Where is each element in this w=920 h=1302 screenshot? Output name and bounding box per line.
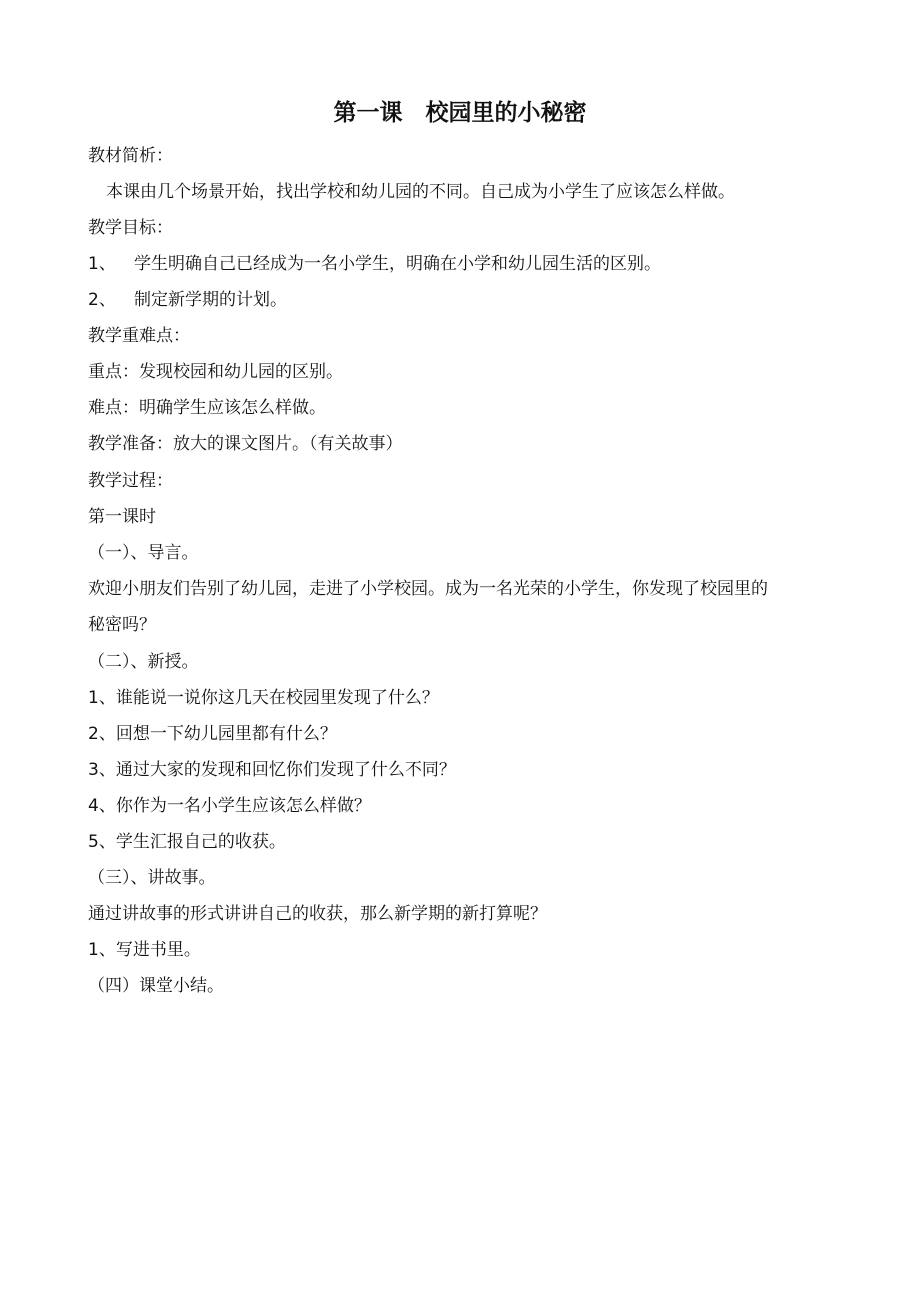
lesson-period-label: 第一课时	[88, 507, 156, 527]
list-number: 5、	[88, 832, 116, 852]
storytelling-item-1	[88, 938, 201, 962]
preparation-line: 教学准备：放大的课文图片。（有关故事）	[88, 434, 403, 454]
subsection-summary: （四）课堂小结。	[88, 976, 224, 996]
paragraph-introduction-line-2: 秘密吗？	[88, 615, 156, 635]
list-item-text: 谁能说一说你这几天在校园里发现了什么？	[115, 688, 439, 708]
list-item-text: 通过大家的发现和回忆你们发现了什么不同？	[115, 760, 456, 780]
section-heading-teaching-process: 教学过程：	[88, 471, 173, 491]
list-item-text: 制定新学期的计划。	[134, 290, 287, 310]
difficult-point-line: 难点：明确学生应该怎么样做。	[88, 398, 326, 418]
subsection-introduction: （一）、导言。	[88, 543, 199, 563]
list-number: 3、	[88, 760, 116, 780]
paragraph-material-summary: 本课由几个场景开始，找出学校和幼儿园的不同。自己成为小学生了应该怎么样做。	[106, 182, 735, 202]
new-lesson-item-2	[88, 722, 337, 746]
list-number: 1、	[88, 254, 116, 274]
list-item-text: 学生汇报自己的收获。	[115, 832, 286, 852]
new-lesson-item-3	[88, 758, 456, 782]
subsection-new-lesson: （二）、新授。	[88, 652, 199, 672]
list-item-text: 学生明确自己已经成为一名小学生，明确在小学和幼儿园生活的区别。	[134, 254, 661, 274]
list-number: 1、	[88, 688, 116, 708]
goal-item-1	[88, 252, 661, 276]
new-lesson-item-1	[88, 686, 439, 710]
list-number: 2、	[88, 724, 116, 744]
section-heading-key-points: 教学重难点：	[88, 326, 190, 346]
new-lesson-item-4	[88, 794, 371, 818]
list-number: 2、	[88, 290, 116, 310]
list-number: 1、	[88, 940, 116, 960]
list-item-text: 回想一下幼儿园里都有什么？	[115, 724, 337, 744]
list-item-text: 写进书里。	[115, 940, 201, 960]
section-heading-material-analysis: 教材简析：	[88, 146, 173, 166]
paragraph-storytelling: 通过讲故事的形式讲讲自己的收获，那么新学期的新打算呢？	[88, 904, 547, 924]
list-number: 4、	[88, 796, 116, 816]
section-heading-teaching-goals: 教学目标：	[88, 218, 173, 238]
key-point-line: 重点：发现校园和幼儿园的区别。	[88, 362, 343, 382]
goal-item-2	[88, 288, 287, 312]
paragraph-introduction-line-1: 欢迎小朋友们告别了幼儿园，走进了小学校园。成为一名光荣的小学生，你发现了校园里的	[88, 579, 768, 599]
list-item-text: 你作为一名小学生应该怎么样做？	[115, 796, 371, 816]
page-title: 第一课 校园里的小秘密	[333, 100, 587, 126]
new-lesson-item-5	[88, 830, 286, 854]
subsection-storytelling: （三）、讲故事。	[88, 868, 216, 888]
